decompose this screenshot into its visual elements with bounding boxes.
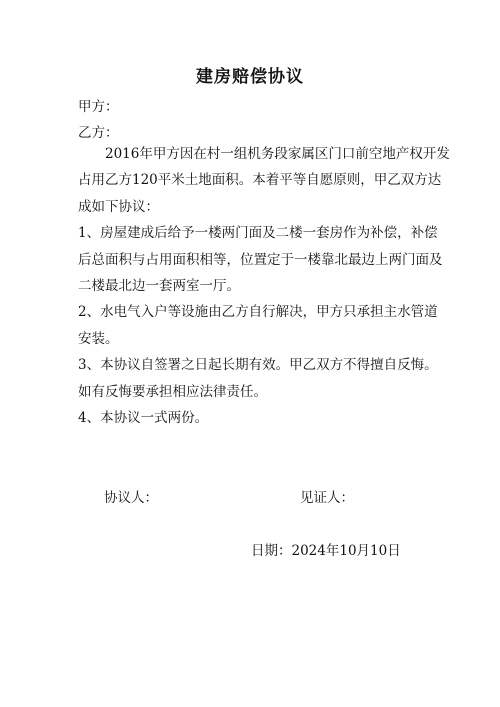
agreement-body xyxy=(78,141,450,431)
party-a-line: 甲方： xyxy=(78,99,119,115)
clause-2: 2、水电气入户等设施由乙方自行解决，甲方只承担主水管道安装。 xyxy=(78,304,438,347)
party-b-line: 乙方： xyxy=(78,125,119,141)
date-line: 日期：2024年10月10日 xyxy=(251,543,401,559)
clause-3: 3、本协议自签署之日起长期有效。甲乙双方不得擅自反悔。如有反悔要承担相应法律责任。 xyxy=(78,357,438,400)
intro-paragraph: 2016年甲方因在村一组机务段家属区门口前空地产权开发占用乙方120平米土地面积。本着平等自愿原则，甲乙双方达成如下协议： xyxy=(78,146,450,215)
signatory-label: 协议人： xyxy=(104,490,158,506)
clause-4: 4、本协议一式两份。 xyxy=(78,410,209,427)
clause-1: 1、房屋建成后给予一楼两门面及二楼一套房作为补偿，补偿后总面积与占用面积相等，位置定于一楼靠北最边上两门面及二楼最北边一套两室一厅。 xyxy=(78,225,443,295)
document-title: 建房赔偿协议 xyxy=(196,67,304,87)
witness-label: 见证人： xyxy=(300,490,354,506)
